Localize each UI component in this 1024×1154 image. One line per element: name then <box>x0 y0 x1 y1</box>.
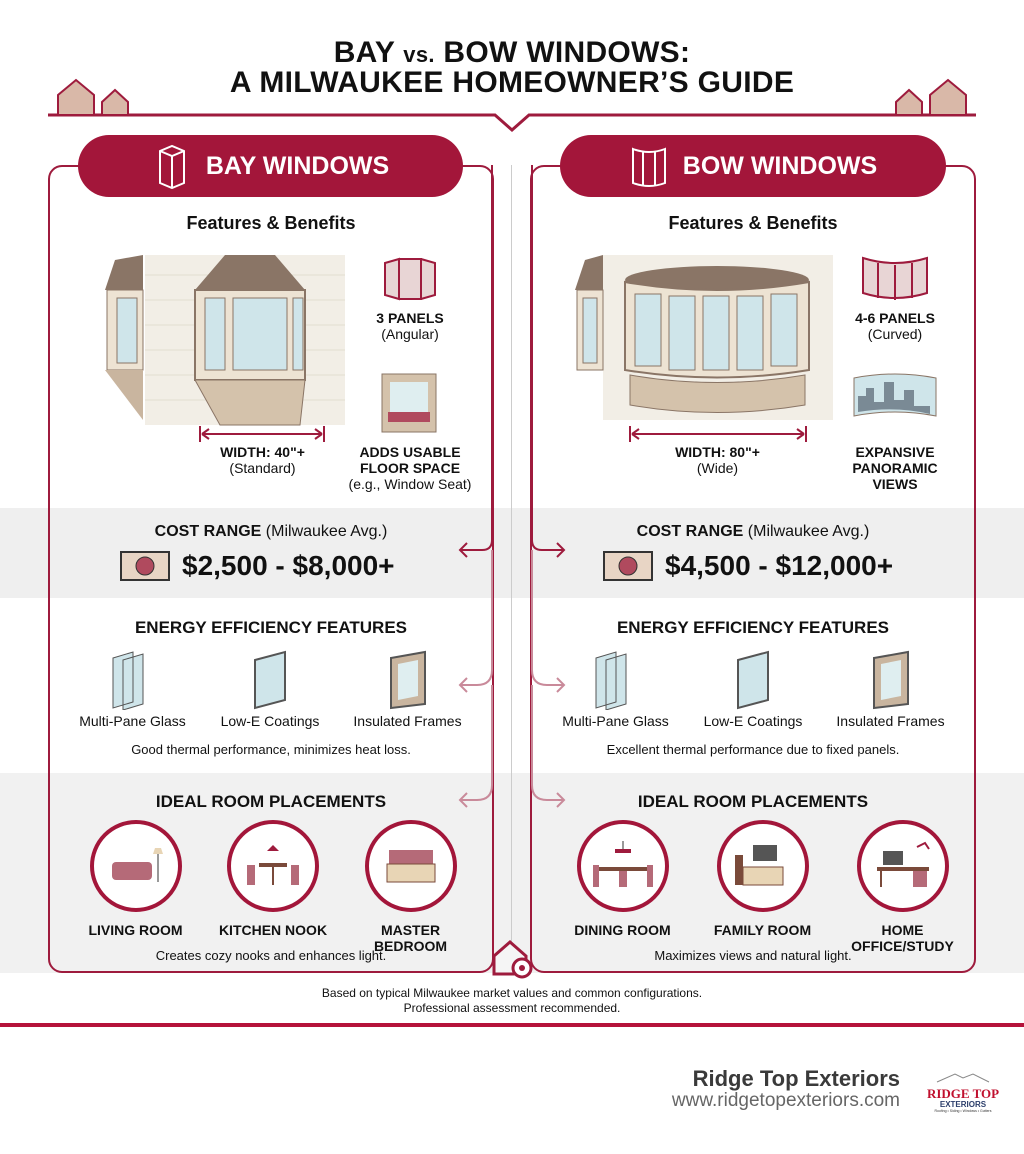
energy-label: Low-E Coatings <box>703 713 803 729</box>
home-office-icon <box>857 820 949 912</box>
room-label: MASTER BEDROOM <box>373 922 448 954</box>
bow-rooms-title: IDEAL ROOM PLACEMENTS <box>637 792 869 811</box>
money-icon <box>120 551 170 581</box>
home-gear-icon <box>490 936 536 980</box>
low-e-coating-icon <box>245 650 295 710</box>
bow-cost-note: (Milwaukee Avg.) <box>747 523 870 540</box>
bow-header-label: BOW WINDOWS <box>682 151 878 180</box>
title-bay: BAY <box>333 36 395 69</box>
bow-cost-value: $4,500 - $12,000+ <box>665 550 894 581</box>
bedroom-icon <box>365 820 457 912</box>
bay-energy-note: Good thermal performance, minimizes heat loss. <box>131 742 411 757</box>
logo-text: RIDGE TOP <box>926 1086 1000 1101</box>
bow-width-label: WIDTH: 80"+ <box>675 444 760 460</box>
bow-cost-label: COST RANGE <box>636 523 744 540</box>
bow-window-illustration <box>575 250 835 425</box>
insulated-frame-icon <box>866 650 916 710</box>
bow-cost-title <box>530 523 976 541</box>
bay-energy-list <box>70 650 470 729</box>
bay-features-title: Features & Benefits <box>186 213 356 233</box>
bay-benefit-label: ADDS USABLE FLOOR SPACE <box>359 444 461 476</box>
window-seat-icon <box>380 372 438 434</box>
room-label: FAMILY ROOM <box>713 922 812 938</box>
house-icon-right <box>896 80 966 115</box>
bow-header <box>560 135 946 197</box>
family-room-icon <box>717 820 809 912</box>
bow-rooms-note: Maximizes views and natural light. <box>654 948 852 963</box>
energy-label: Insulated Frames <box>353 713 462 729</box>
living-room-icon <box>90 820 182 912</box>
logo-tagline: Roofing • Siding • Windows • Gutters <box>934 1109 992 1113</box>
three-panel-icon <box>383 255 438 305</box>
header-divider <box>0 70 1024 132</box>
logo-subtext: EXTERIORS <box>939 1100 987 1109</box>
brand-url[interactable]: www.ridgetopexteriors.com <box>671 1090 900 1111</box>
bay-energy-title: ENERGY EFFICIENCY FEATURES <box>134 618 408 637</box>
panoramic-view-icon <box>852 372 938 422</box>
low-e-coating-icon <box>728 650 778 710</box>
footer-rule <box>0 1023 1024 1027</box>
bay-panels-label: 3 PANELS <box>376 310 444 326</box>
bay-rooms-title: IDEAL ROOM PLACEMENTS <box>155 792 387 811</box>
bow-energy-list <box>553 650 953 729</box>
kitchen-nook-icon <box>227 820 319 912</box>
dining-room-icon <box>577 820 669 912</box>
bow-energy-title: ENERGY EFFICIENCY FEATURES <box>616 618 890 637</box>
bow-width-arrow <box>628 426 808 442</box>
bay-cost-label: COST RANGE <box>154 523 262 540</box>
bow-rooms-list <box>555 820 970 954</box>
bay-rooms-list <box>68 820 478 954</box>
bay-benefit-sub: (e.g., Window Seat) <box>348 476 472 492</box>
energy-label: Low-E Coatings <box>220 713 320 729</box>
bow-width-sub: (Wide) <box>696 460 739 476</box>
room-label: LIVING ROOM <box>88 922 183 938</box>
brand-name: Ridge Top Exteriors <box>692 1066 900 1091</box>
room-label: KITCHEN NOOK <box>218 922 328 938</box>
multi-pane-glass-icon <box>591 650 641 710</box>
money-icon <box>603 551 653 581</box>
energy-label: Insulated Frames <box>836 713 945 729</box>
title-bow: BOW WINDOWS: <box>443 36 691 69</box>
energy-label: Multi-Pane Glass <box>562 713 669 729</box>
house-icon-left <box>58 80 128 115</box>
multi-pane-glass-icon <box>108 650 158 710</box>
bow-panels-sub: (Curved) <box>867 326 923 342</box>
four-six-panel-icon <box>860 253 930 303</box>
bay-cost-value: $2,500 - $8,000+ <box>182 550 395 581</box>
bay-cost-title <box>48 523 494 541</box>
bay-rooms-note: Creates cozy nooks and enhances light. <box>155 948 387 963</box>
energy-label: Multi-Pane Glass <box>79 713 186 729</box>
bay-header-label: BAY WINDOWS <box>205 151 390 180</box>
bow-energy-note: Excellent thermal performance due to fixed panels. <box>606 742 900 757</box>
footnote-2: Professional assessment recommended. <box>403 1001 621 1015</box>
bow-features-title: Features & Benefits <box>668 213 838 233</box>
title-line-2: A MILWAUKEE HOMEOWNER’S GUIDE <box>229 66 795 99</box>
footnote-1: Based on typical Milwaukee market values and common configurations. <box>321 986 703 1000</box>
bay-cost-note: (Milwaukee Avg.) <box>265 523 388 540</box>
roof-icon <box>935 1073 991 1083</box>
title-line-1 <box>0 36 1024 70</box>
bay-window-illustration <box>105 250 350 445</box>
bay-header <box>78 135 463 197</box>
bow-window-icon <box>629 143 669 189</box>
bay-window-icon <box>152 143 192 189</box>
bay-panels-sub: (Angular) <box>381 326 439 342</box>
insulated-frame-icon <box>383 650 433 710</box>
room-label: HOME OFFICE/STUDY <box>851 922 954 954</box>
title-vs: vs. <box>403 42 435 67</box>
room-label: DINING ROOM <box>574 922 671 938</box>
connector-arrows <box>455 165 569 825</box>
bay-width-sub: (Standard) <box>229 460 296 476</box>
bow-panels-label: 4-6 PANELS <box>855 310 935 326</box>
bay-width-label: WIDTH: 40"+ <box>220 444 305 460</box>
ridge-top-logo <box>925 1070 1001 1113</box>
bow-benefit-label: EXPANSIVE PANORAMIC VIEWS <box>852 444 938 492</box>
bay-width-arrow <box>198 426 326 442</box>
